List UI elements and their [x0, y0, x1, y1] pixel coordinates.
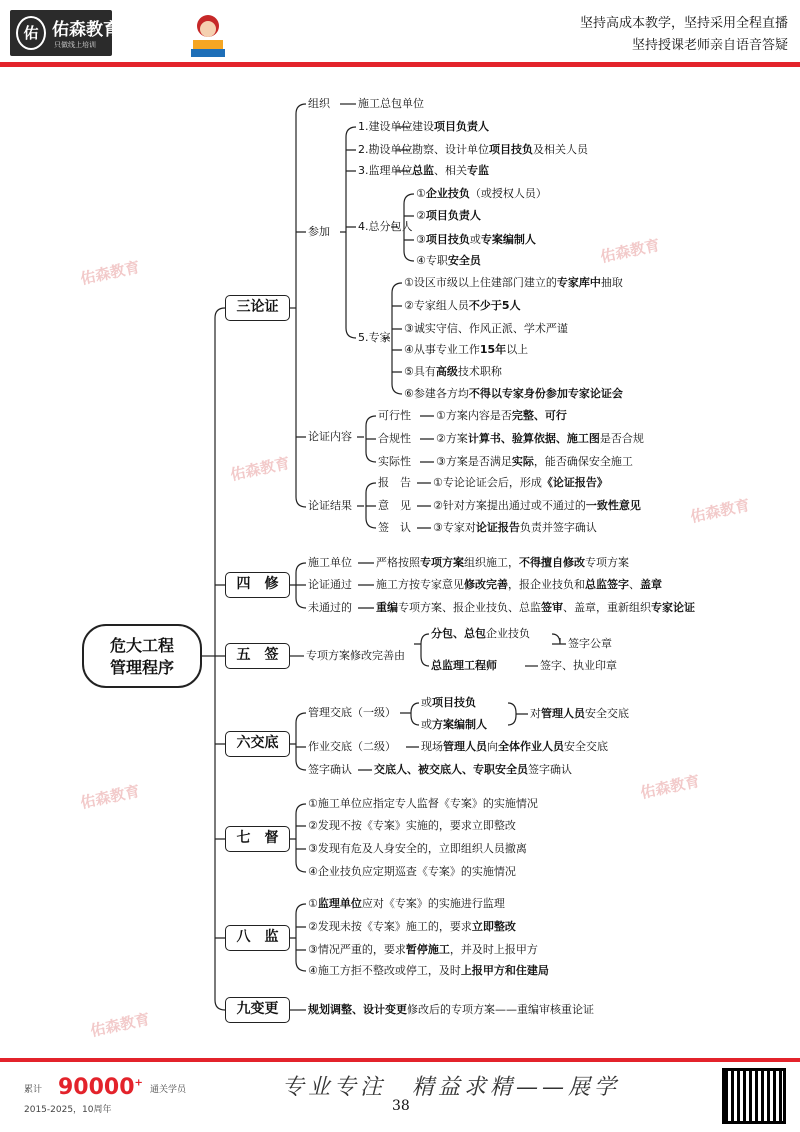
- s6-level-1-value: 对管理人员安全交底: [530, 707, 629, 720]
- s4-item-1: 施工单位: [308, 556, 352, 569]
- contractor-item-1: ①企业技负（或授权人员）: [416, 187, 547, 200]
- logo-seal-icon: 佑: [16, 16, 46, 50]
- result-3-value: ③专家对论证报告负责并签字确认: [433, 521, 597, 534]
- section-box-s9: 九变更: [225, 997, 290, 1023]
- participant-2: 2.勘设单位: [358, 143, 413, 156]
- brand-name: 佑森教育: [52, 20, 120, 40]
- participant-5: 5.专家: [358, 331, 391, 344]
- section-box-s6: 六交底: [225, 731, 290, 757]
- years: 2015-2025，10周年: [24, 1105, 112, 1115]
- s5-signer-2: 总监理工程师: [431, 659, 497, 672]
- s6-level-2: 作业交底（二级）: [308, 740, 396, 753]
- s7-item-3: ③发现有危及人身安全的，立即组织人员撤离: [308, 842, 527, 855]
- s8-item-1: ①监理单位应对《专案》的实施进行监理: [308, 897, 505, 910]
- result-3: 签 认: [378, 521, 411, 534]
- section-box-s3: 三论证: [225, 295, 290, 321]
- participant-2-value: 勘察、设计单位项目技负及相关人员: [412, 143, 588, 156]
- slogan-line-2: 坚持授课老师亲自语音答疑: [631, 38, 788, 53]
- watermark: 佑森教育: [88, 1009, 152, 1041]
- motto-signature: 专业专注 精益求精——展学: [282, 1075, 621, 1100]
- s6-level-2-value: 现场管理人员向全体作业人员安全交底: [421, 740, 608, 753]
- s5-signer-1-value: 签字公章: [568, 637, 612, 650]
- s9-item: 规划调整、设计变更修改后的专项方案——重编审核重论证: [308, 1003, 594, 1016]
- section-box-s5: 五 签: [225, 643, 290, 669]
- s7-item-1: ①施工单位应指定专人监督《专案》的实施情况: [308, 797, 538, 810]
- s4-item-1-value: 严格按照专项方案组织施工，不得擅自修改专项方案: [376, 556, 629, 569]
- s4-item-3-value: 重编专项方案、报企业技负、总监签审、盖章，重新组织专家论证: [376, 601, 695, 614]
- s5-label: 专项方案修改完善由: [306, 649, 405, 662]
- watermark: 佑森教育: [228, 453, 292, 485]
- watermark: 佑森教育: [688, 495, 752, 527]
- qr-code[interactable]: [722, 1068, 786, 1124]
- s5-signer-2-value: 签字、执业印章: [540, 659, 617, 672]
- root-line-2: 管理程序: [109, 658, 174, 677]
- s6-level-1-option-2: 或方案编制人: [421, 718, 487, 731]
- student-count: 90000+: [58, 1075, 143, 1100]
- content-2-value: ②方案计算书、验算依据、施工图是否合规: [436, 432, 644, 445]
- expert-item-5: ⑤具有高级技术职称: [404, 365, 502, 378]
- content-1: 可行性: [378, 409, 411, 422]
- org-label: 组织: [308, 97, 330, 110]
- s8-item-2: ②发现未按《专案》施工的，要求立即整改: [308, 920, 516, 933]
- section-box-s4: 四 修: [225, 572, 290, 598]
- s6-confirm-value: 交底人、被交底人、专职安全员签字确认: [374, 763, 572, 776]
- content-2: 合规性: [378, 432, 411, 445]
- watermark: 佑森教育: [598, 235, 662, 267]
- org-value: 施工总包单位: [358, 97, 424, 110]
- expert-item-4: ④从事专业工作15年以上: [404, 343, 529, 356]
- s8-item-4: ④施工方拒不整改或停工，及时上报甲方和住建局: [308, 964, 549, 977]
- page-number: 38: [392, 1098, 410, 1114]
- result-2-value: ②针对方案提出通过或不通过的一致性意见: [433, 499, 641, 512]
- content-3: 实际性: [378, 455, 411, 468]
- contractor-item-4: ④专职安全员: [416, 254, 481, 267]
- s8-item-3: ③情况严重的，要求暂停施工，并及时上报甲方: [308, 943, 538, 956]
- content-1-value: ①方案内容是否完整、可行: [436, 409, 567, 422]
- s5-signer-1: 分包、总包企业技负: [431, 627, 530, 640]
- result-1-value: ①专论论证会后，形成《论证报告》: [433, 476, 608, 489]
- count-suffix: 通关学员: [150, 1085, 187, 1095]
- count-prefix: 累计: [24, 1085, 43, 1095]
- participant-1-value: 建设项目负责人: [412, 120, 489, 133]
- s4-item-2-value: 施工方按专家意见修改完善，报企业技负和总监签字、盖章: [376, 578, 662, 591]
- section-box-s7: 七 督: [225, 826, 290, 852]
- participant-3-value: 总监、相关专监: [412, 164, 489, 177]
- s6-level-1-option-1: 或项目技负: [421, 696, 476, 709]
- expert-item-3: ③诚实守信、作风正派、学术严谨: [404, 322, 568, 335]
- expert-item-6: ⑥参建各方均不得以专家身份参加专家论证会: [404, 387, 623, 400]
- brand-sub: 只做线上培训: [54, 41, 96, 49]
- watermark: 佑森教育: [78, 781, 142, 813]
- participant-3: 3.监理单位: [358, 164, 413, 177]
- s6-level-1: 管理交底（一级）: [308, 706, 396, 719]
- s6-confirm: 签字确认: [308, 763, 352, 776]
- s7-item-2: ②发现不按《专案》实施的，要求立即整改: [308, 819, 516, 832]
- s4-item-2: 论证通过: [308, 578, 352, 591]
- root-node: [82, 624, 202, 688]
- footer-divider: [0, 1058, 800, 1062]
- join-label: 参加: [308, 225, 330, 238]
- result-1: 报 告: [378, 476, 411, 489]
- contractor-item-2: ②项目负责人: [416, 209, 481, 222]
- expert-item-2: ②专家组人员不少于5人: [404, 299, 521, 312]
- result-2: 意 见: [378, 499, 411, 512]
- content-label: 论证内容: [308, 430, 352, 443]
- s4-item-3: 未通过的: [308, 601, 352, 614]
- s7-item-4: ④企业技负应定期巡查《专案》的实施情况: [308, 865, 516, 878]
- result-label: 论证结果: [308, 499, 352, 512]
- watermark: 佑森教育: [638, 771, 702, 803]
- content-3-value: ③方案是否满足实际，能否确保安全施工: [436, 455, 633, 468]
- expert-item-1: ①设区市级以上住建部门建立的专家库中抽取: [404, 276, 623, 289]
- contractor-item-3: ③项目技负或专案编制人: [416, 233, 536, 246]
- participant-1: 1.建设单位: [358, 120, 413, 133]
- root-line-1: 危大工程: [109, 636, 174, 655]
- section-box-s8: 八 监: [225, 925, 290, 951]
- watermark: 佑森教育: [78, 257, 142, 289]
- participant-4: 4.总分包人: [358, 220, 413, 233]
- slogan-line-1: 坚持高成本教学，坚持采用全程直播: [579, 16, 788, 31]
